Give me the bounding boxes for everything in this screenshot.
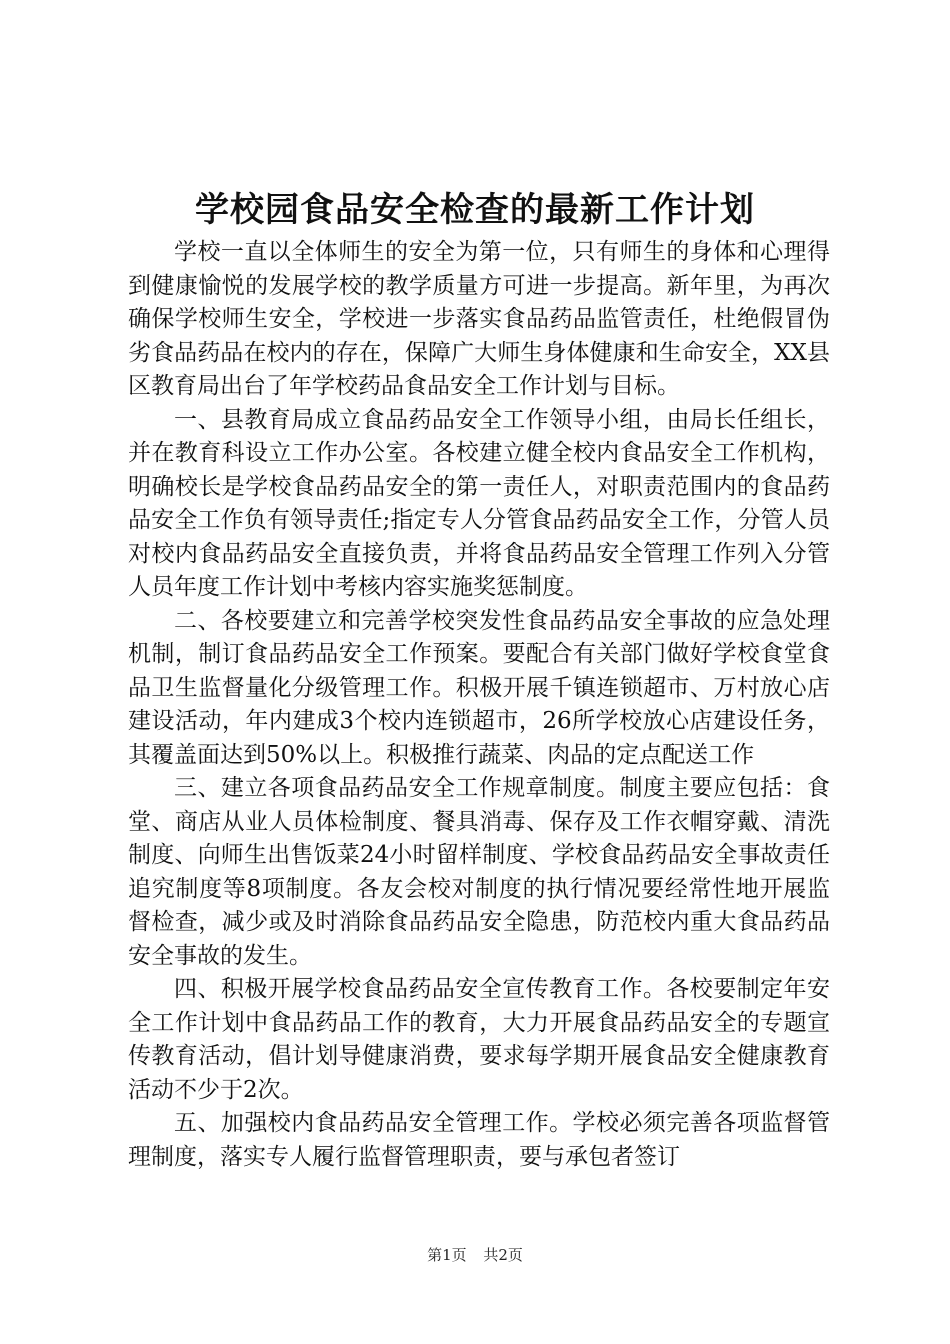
document-title: 学校园食品安全检查的最新工作计划 — [195, 190, 755, 230]
document-body — [128, 236, 830, 1174]
paragraph-section-1: 一、县教育局成立食品药品安全工作领导小组，由局长任组长，并在教育科设立工作办公室。各校建立健全校内食品安全工作机构，明确校长是学校食品药品安全的第一责任人，对职责范围内的食品药品安全工作负有领导责任;指定专人分管食品药品安全工作，分管人员对校内食品药品安全直接负责，并将食品药品安全管理工作列入分管人员年度工作计划中考核内容实施奖惩制度。 — [128, 406, 830, 600]
page-number-total: 共2页 — [483, 1246, 523, 1264]
page-footer — [0, 1245, 950, 1265]
paragraph-section-5: 五、加强校内食品药品安全管理工作。学校必须完善各项监督管理制度，落实专人履行监督管理职责，要与承包者签订 — [128, 1110, 830, 1170]
paragraph-section-4: 四、积极开展学校食品药品安全宣传教育工作。各校要制定年安全工作计划中食品药品工作的教育，大力开展食品药品安全的专题宣传教育活动，倡计划导健康消费，要求每学期开展食品安全健康教育活动不少于2次。 — [128, 976, 830, 1103]
page-number-current: 第1页 — [427, 1246, 467, 1264]
paragraph-section-3: 三、建立各项食品药品安全工作规章制度。制度主要应包括：食堂、商店从业人员体检制度、餐具消毒、保存及工作衣帽穿戴、清洗制度、向师生出售饭菜24小时留样制度、学校食品药品安全事故责任追究制度等8项制度。各友会校对制度的执行情况要经常性地开展监督检查，减少或及时消除食品药品安全隐患，防范校内重大食品药品安全事故的发生。 — [128, 775, 830, 969]
paragraph-intro: 学校一直以全体师生的安全为第一位，只有师生的身体和心理得到健康愉悦的发展学校的教学质量方可进一步提高。新年里，为再次确保学校师生安全，学校进一步落实食品药品监管责任，杜绝假冒伪劣食品药品在校内的存在，保障广大师生身体健康和生命安全，XX县区教育局出台了年学校药品食品安全工作计划与目标。 — [128, 239, 830, 399]
paragraph-section-2: 二、各校要建立和完善学校突发性食品药品安全事故的应急处理机制，制订食品药品安全工作预案。要配合有关部门做好学校食堂食品卫生监督量化分级管理工作。积极开展千镇连锁超市、万村放心店建设活动，年内建成3个校内连锁超市，26所学校放心店建设任务，其覆盖面达到50%以上。积极推行蔬菜、肉品的定点配送工作 — [128, 607, 830, 768]
